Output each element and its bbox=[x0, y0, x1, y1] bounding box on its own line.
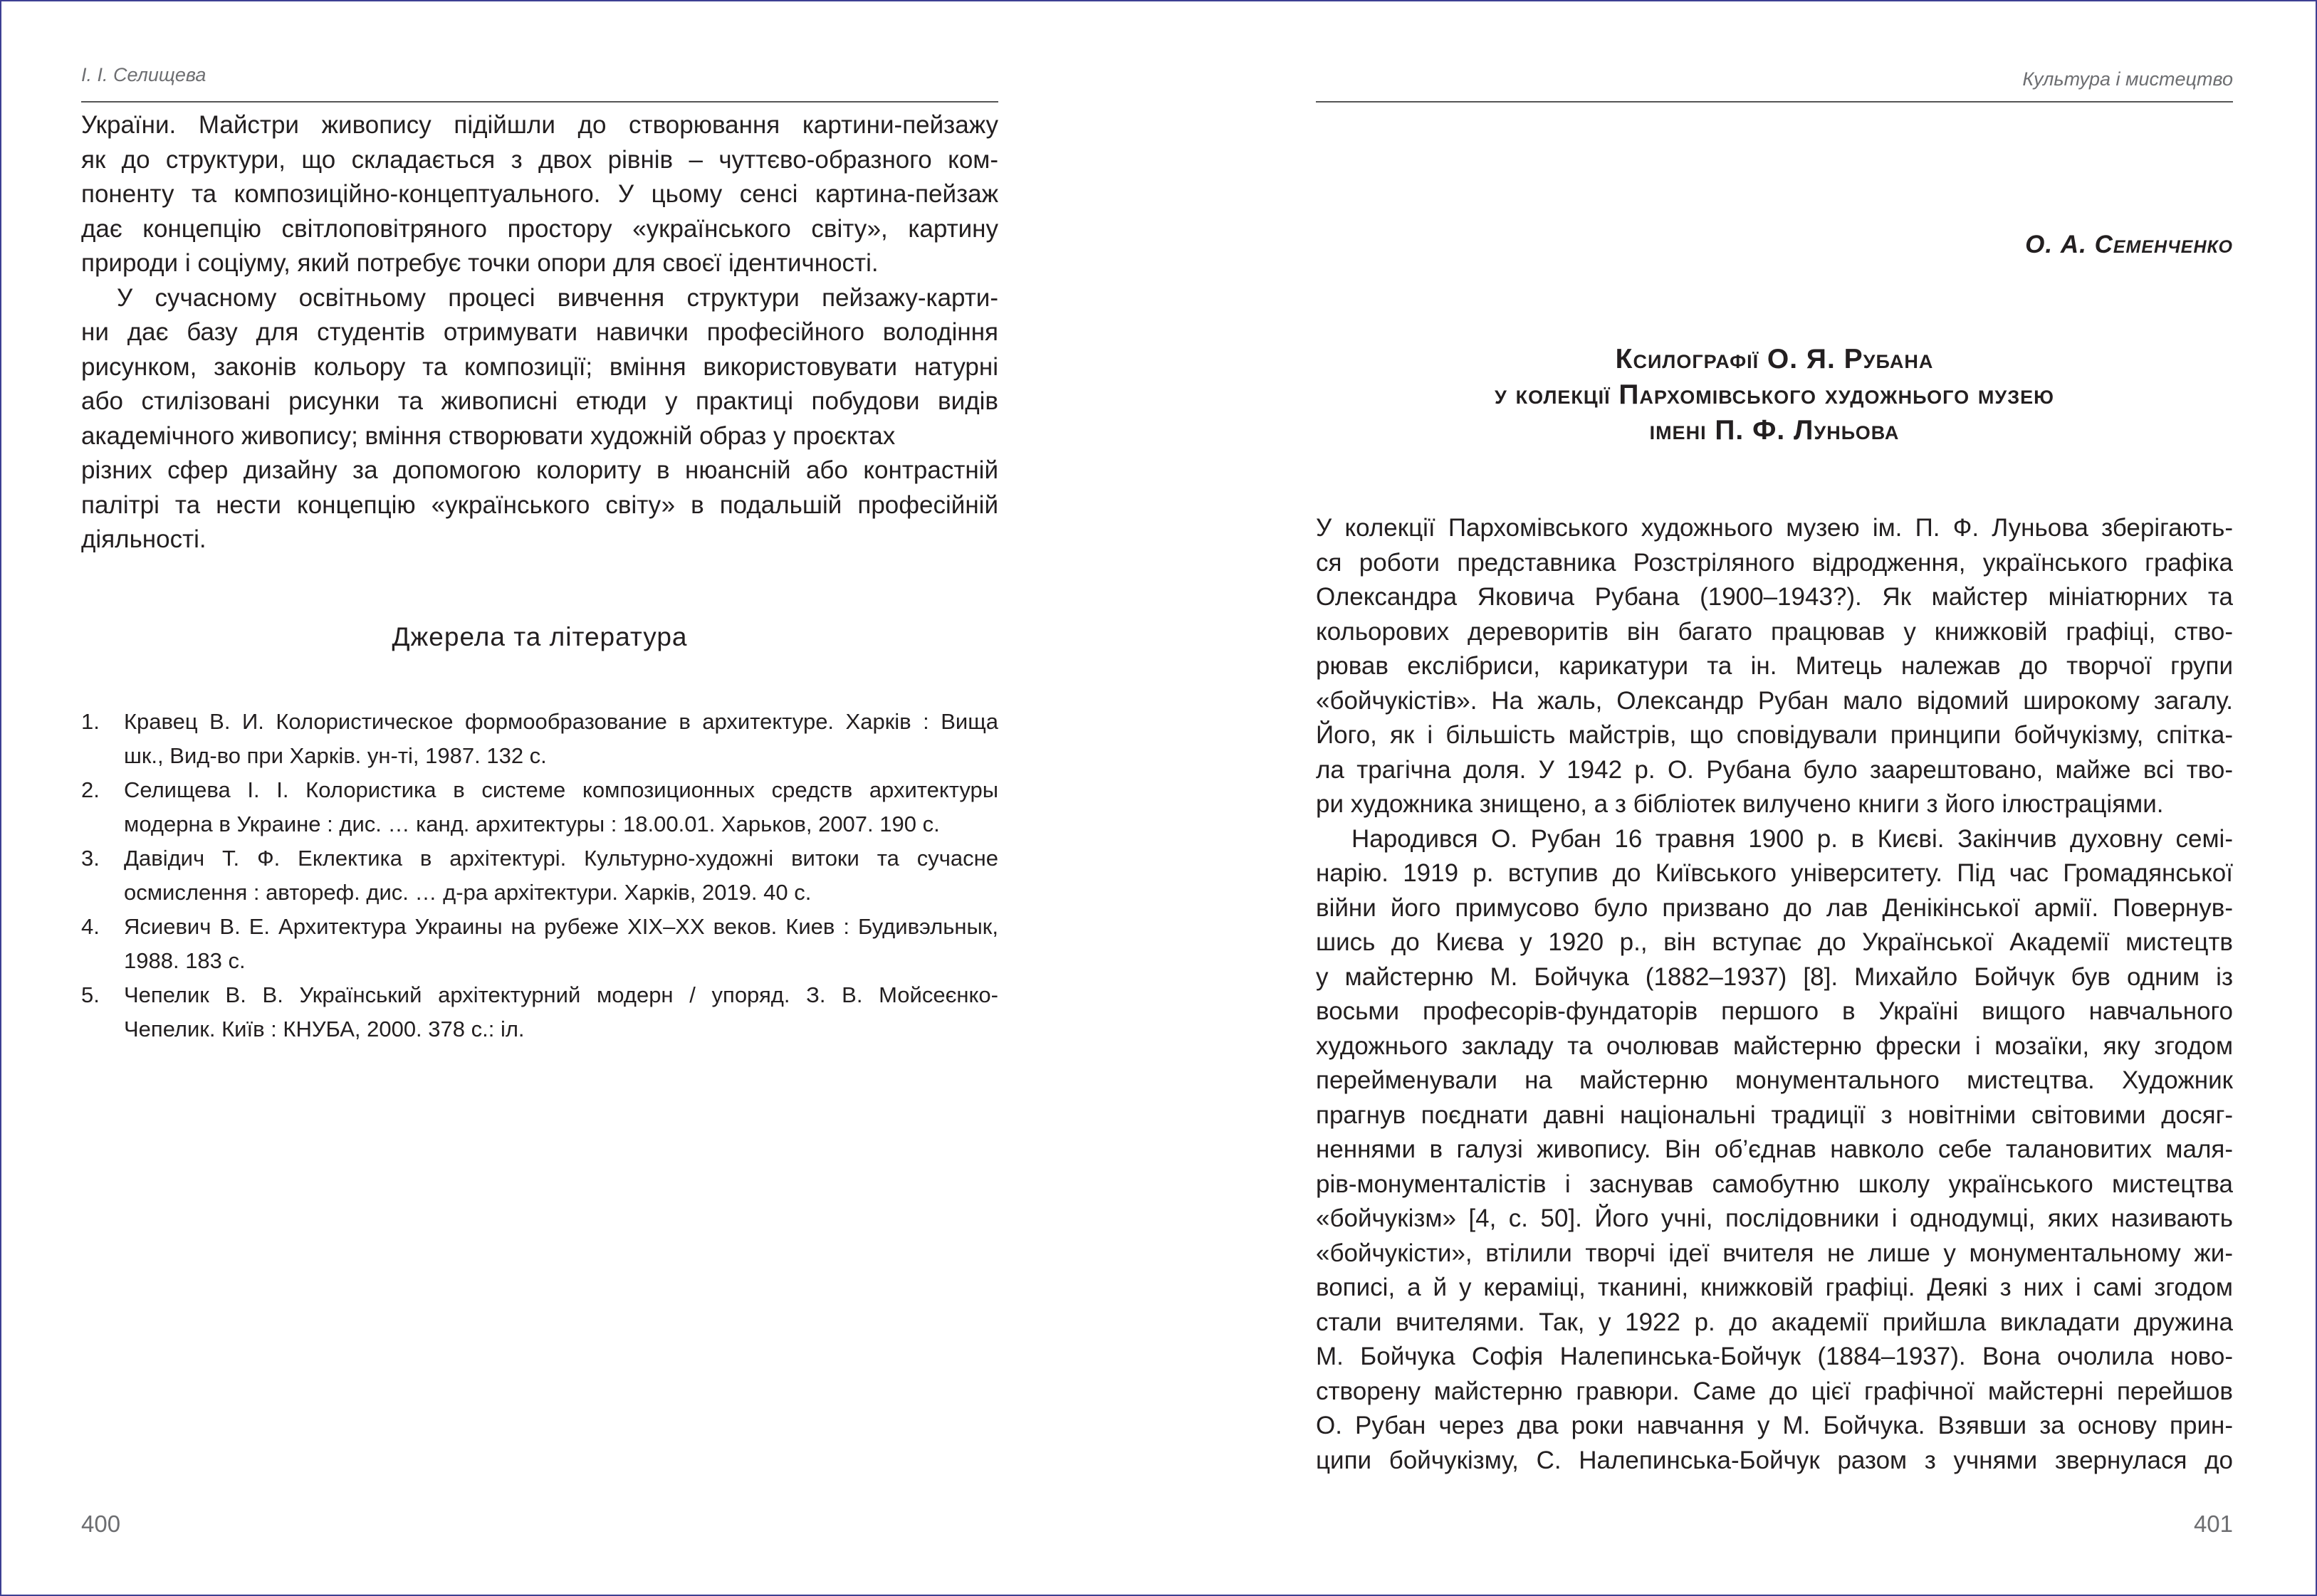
text-line: Олександра Яковича Рубана (1900–1943?). Як майстер мініатюрних та bbox=[1316, 583, 2233, 611]
text-line: «бойчукісти», втілили творчі ідеї вчителя не лише у монументальному жи- bbox=[1316, 1239, 2233, 1267]
references-list bbox=[81, 705, 998, 1046]
right-page bbox=[1316, 1, 2233, 1595]
reference-number: 1. bbox=[81, 709, 100, 734]
running-head-author: І. І. Селищева bbox=[81, 64, 206, 85]
text-line: вописі, а й у кераміці, тканині, книжковій графіці. Деякі з них і самі згодом bbox=[1316, 1274, 2233, 1301]
text-line: О. Рубан через два роки навчання у М. Бойчука. Взявши за основу прин- bbox=[1316, 1412, 2233, 1439]
text-line: Народився О. Рубан 16 травня 1900 р. в Києві. Закінчив духовну семі- bbox=[1351, 824, 2233, 853]
reference-number: 3. bbox=[81, 846, 100, 871]
article-author: О. А. Семенченко bbox=[2025, 231, 2233, 258]
text-line: перейменували на майстерню монументального мистецтва. Художник bbox=[1316, 1066, 2233, 1094]
reference-number: 4. bbox=[81, 914, 100, 939]
text-line: дає концепцію світлоповітряного простору «українського світу», картину bbox=[81, 214, 998, 243]
article-title bbox=[1316, 342, 2233, 448]
text-line: ципи бойчукізму, С. Налепинська-Бойчук разом з учнями звернулася до bbox=[1316, 1446, 2233, 1474]
text-line: або стилізовані рисунки та живописні етюди у практиці побудови видів bbox=[81, 387, 998, 415]
reference-line: 1988. 183 с. bbox=[124, 948, 246, 973]
text-line: шись до Києва у 1920 р., він вступає до Української Академії мистецтв bbox=[1316, 928, 2233, 956]
reference-item bbox=[81, 705, 998, 773]
paragraph bbox=[81, 108, 998, 281]
text-line: рів-монументалістів і заснував самобутню школу українського мистецтва bbox=[1316, 1170, 2233, 1198]
reference-line: Селищева І. І. Колористика в системе композиционных средств архитектуры bbox=[124, 777, 998, 802]
text-line: ри художника знищено, а з бібліотек вилучено книги з його ілюстраціями. bbox=[1316, 790, 2164, 818]
text-line: у майстерню М. Бойчука (1882–1937) [8]. Михайло Бойчук був одним із bbox=[1316, 962, 2233, 991]
paragraph bbox=[1316, 822, 2233, 1479]
title-line: Ксилографії О. Я. Рубана bbox=[1615, 344, 1934, 374]
text-line: «бойчукізм» [4, с. 50]. Його учні, послідовники і однодумці, яких називають bbox=[1316, 1204, 2233, 1232]
text-line: кольорових дереворитів він багато працював у книжковій графіці, ство- bbox=[1316, 617, 2233, 646]
text-line: палітрі та нести концепцію «українського світу» в подальшій професійній bbox=[81, 490, 998, 519]
text-line: академічного живопису; вміння створювати художній образ у проєктах bbox=[81, 421, 896, 450]
text-line: Його, як і більшість майстрів, що сповідували принципи бойчукізму, спітка- bbox=[1316, 721, 2233, 749]
reference-number: 2. bbox=[81, 777, 100, 802]
reference-line: шк., Вид-во при Харків. ун-ті, 1987. 132 с. bbox=[124, 743, 547, 768]
text-line: України. Майстри живопису підійшли до створювання картини-пейзажу bbox=[81, 111, 998, 139]
text-line: У колекції Пархомівського художнього музею ім. П. Ф. Луньова зберігають- bbox=[1316, 514, 2233, 542]
reference-item bbox=[81, 841, 998, 910]
reference-line: Ясиевич В. Е. Архитектура Украины на рубеже XIX–XX веков. Киев : Будивэльнык, bbox=[124, 914, 998, 939]
paragraph bbox=[1316, 511, 2233, 822]
page-number: 400 bbox=[81, 1511, 121, 1537]
paragraph bbox=[81, 281, 998, 557]
text-line: восьми професорів-фундаторів першого в Україні вищого навчального bbox=[1316, 997, 2233, 1025]
text-line: різних сфер дизайну за допомогою колориту в нюансній або контрастній bbox=[81, 456, 998, 484]
left-page bbox=[81, 1, 998, 1595]
reference-line: Кравец В. И. Колористическое формообразование в архитектуре. Харків : Вища bbox=[124, 709, 998, 734]
left-body-text bbox=[81, 108, 998, 557]
reference-item bbox=[81, 910, 998, 978]
text-line: М. Бойчука Софія Налепинська-Бойчук (1884–1937). Вона очолила ново- bbox=[1316, 1343, 2233, 1370]
text-line: природи і соціуму, який потребує точки опори для своєї ідентичності. bbox=[81, 249, 879, 277]
running-head-section: Культура і мистецтво bbox=[2022, 68, 2233, 90]
reference-item bbox=[81, 978, 998, 1046]
text-line: діяльності. bbox=[81, 525, 206, 553]
reference-line: Давідич Т. Ф. Еклектика в архітектурі. Культурно-художні витоки та сучасне bbox=[124, 846, 998, 871]
text-line: У сучасному освітньому процесі вивчення структури пейзажу-карти- bbox=[117, 283, 998, 312]
reference-line: модерна в Украине : дис. … канд. архитектуры : 18.00.01. Харьков, 2007. 190 с. bbox=[124, 812, 940, 836]
reference-number: 5. bbox=[81, 982, 100, 1007]
text-line: «бойчукістів». На жаль, Олександр Рубан мало відомий широкому загалу. bbox=[1316, 686, 2233, 715]
text-line: нарію. 1919 р. вступив до Київського університету. Під час Громадянської bbox=[1316, 859, 2233, 887]
title-line: у колекції Пархомівського художнього музею bbox=[1495, 379, 2054, 410]
text-line: неннями в галузі живопису. Він об’єднав навколо себе талановитих маля- bbox=[1316, 1135, 2233, 1163]
right-body-text bbox=[1316, 511, 2233, 1478]
reference-line: осмислення : автореф. дис. … д-ра архітектури. Харків, 2019. 40 с. bbox=[124, 880, 812, 905]
text-line: поненту та композиційно-концептуального. У цьому сенсі картина-пейзаж bbox=[81, 180, 998, 208]
title-line: імені П. Ф. Луньова bbox=[1649, 415, 1900, 446]
text-line: рисунком, законів кольору та композиції; вміння використовувати натурні bbox=[81, 352, 998, 381]
text-line: створену майстерню гравюри. Саме до цієї графічної майстерні перейшов bbox=[1316, 1377, 2233, 1405]
text-line: художнього закладу та очолював майстерню фрески і мозаїки, яку згодом bbox=[1316, 1031, 2233, 1060]
right-running-head bbox=[1316, 61, 2233, 103]
reference-line: Чепелик. Київ : КНУБА, 2000. 378 с.: іл. bbox=[124, 1017, 525, 1041]
left-running-head bbox=[81, 61, 998, 103]
text-line: рював екслібриси, карикатури та ін. Митець належав до творчої групи bbox=[1316, 652, 2233, 680]
reference-item bbox=[81, 773, 998, 841]
page-number: 401 bbox=[2193, 1511, 2233, 1537]
text-line: прагнув поєднати давні національні традиції з новітніми світовими досяг- bbox=[1316, 1101, 2233, 1129]
text-line: ни дає базу для студентів отримувати навички професійного володіння bbox=[81, 318, 998, 346]
text-line: стали вчителями. Так, у 1922 р. до академії прийшла викладати дружина bbox=[1316, 1308, 2233, 1336]
references-heading: Джерела та література bbox=[392, 622, 688, 651]
reference-line: Чепелик В. В. Український архітектурний модерн / упоряд. З. В. Мойсеєнко- bbox=[124, 982, 998, 1007]
text-line: війни його примусово було призвано до лав Денікінської армії. Повернув- bbox=[1316, 893, 2233, 922]
text-line: ся роботи представника Розстріляного відродження, українського графіка bbox=[1316, 548, 2233, 577]
text-line: ла трагічна доля. У 1942 р. О. Рубана було заарештовано, майже всі тво- bbox=[1316, 755, 2233, 784]
text-line: як до структури, що складається з двох рівнів – чуттєво-образного ком- bbox=[81, 145, 998, 174]
